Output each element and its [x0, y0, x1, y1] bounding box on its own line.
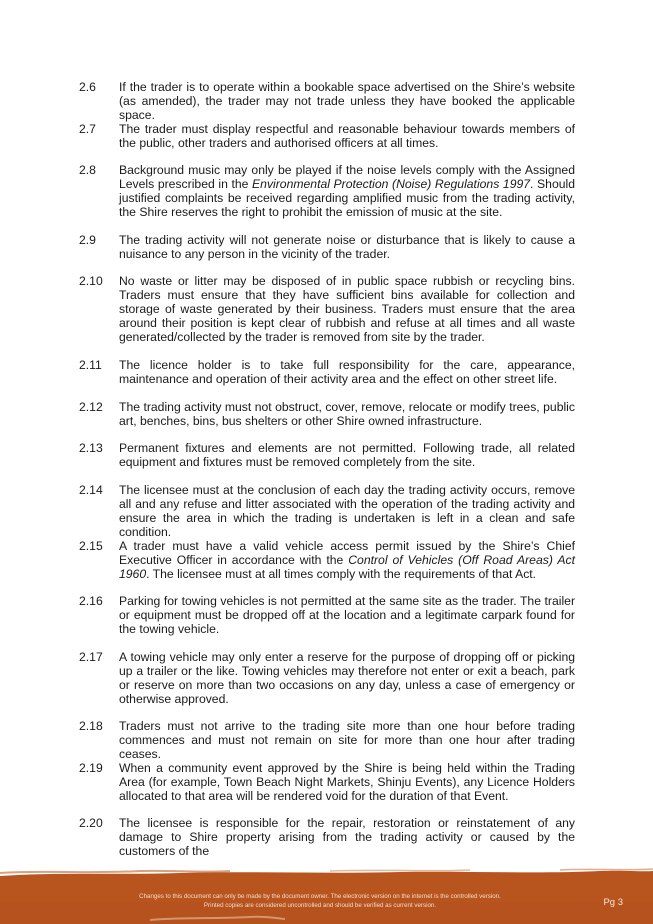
page-footer: [0, 862, 653, 924]
clause-text: Background music may only be played if the noise levels comply with the Assigned Levels prescribed in the Environmental Protection (Noise) Regulations 1997. Should justified complaints be received regarding amplified music from the trading activity, the Shire reserves the right to prohibit the emission of music at the site.: [119, 163, 575, 219]
clause-number: 2.20: [79, 816, 103, 830]
regulation-title: Environmental Protection (Noise) Regulations 1997: [252, 177, 531, 191]
clause-number: 2.6: [79, 80, 96, 94]
clause-text: The trading activity must not obstruct, cover, remove, relocate or modify trees, public art, benches, bins, bus shelters or other Shire owned infrastructure.: [119, 400, 575, 428]
footer-print-note: Printed copies are considered uncontrolled and should be verified as current version.: [203, 902, 437, 909]
clause-text: Permanent fixtures and elements are not permitted. Following trade, all related equipment and fixtures must be removed completely from the site.: [119, 441, 575, 469]
clause-number: 2.18: [79, 719, 103, 733]
clause-text: If the trader is to operate within a bookable space advertised on the Shire’s website (as amended), the trader may not trade unless they have booked the applicable space.: [119, 80, 575, 122]
clause-number: 2.7: [79, 122, 96, 136]
clause-text: When a community event approved by the Shire is being held within the Trading Area (for example, Town Beach Night Markets, Shinju Events), any Licence Holders allocated to that area will be rendered void for the duration of that Event.: [119, 761, 575, 803]
clause-text: Parking for towing vehicles is not permitted at the same site as the trader. The trailer or equipment must be dropped off at the location and a legitimate carpark found for the towing vehicle.: [119, 594, 575, 636]
page-number: Pg 3: [603, 897, 623, 908]
clause-number: 2.9: [79, 233, 96, 247]
clause-text: The licensee must at the conclusion of each day the trading activity occurs, remove all and any refuse and litter associated with the operation of the trading activity and ensure the area in which the trading is undertaken is left in a clean and safe condition.: [119, 483, 575, 539]
clause-text: The licence holder is to take full responsibility for the care, appearance, maintenance and operation of their activity area and the effect on other street life.: [119, 358, 575, 386]
clause-text: No waste or litter may be disposed of in public space rubbish or recycling bins. Traders must ensure that they have sufficient bins available for collection and storage of waste generated by their business. Traders must ensure that the area around their position is kept clear of rubbish and refuse at all times and all waste generated/collected by the trader is removed from site by the trader.: [119, 274, 575, 344]
clause-number: 2.19: [79, 761, 103, 775]
clause-number: 2.13: [79, 441, 103, 455]
clause-number: 2.11: [79, 358, 102, 372]
clause-number: 2.12: [79, 400, 103, 414]
clause-number: 2.17: [79, 650, 103, 664]
act-title: Control of Vehicles (Off Road Areas) Act 1960: [119, 553, 575, 581]
clause-text: A towing vehicle may only enter a reserve for the purpose of dropping off or picking up a trailer or the like. Towing vehicles may therefore not enter or exit a beach, park or reserve on more than two occasions on any day, unless a case of emergency or otherwise approved.: [119, 650, 575, 706]
footer-control-note: Changes to this document can only be made by the document owner. The electronic version on the internet is the controlled version.: [139, 893, 501, 900]
clause-number: 2.8: [79, 163, 96, 177]
clause-text: The trader must display respectful and reasonable behaviour towards members of the public, other traders and authorised officers at all times.: [119, 122, 575, 150]
clause-number: 2.14: [79, 483, 103, 497]
clause-number: 2.10: [79, 274, 103, 288]
clause-text: Traders must not arrive to the trading site more than one hour before trading commences and must not remain on site for more than one hour after trading ceases.: [119, 719, 575, 761]
clause-number: 2.16: [79, 594, 103, 608]
clause-text: The trading activity will not generate noise or disturbance that is likely to cause a nuisance to any person in the vicinity of the trader.: [119, 233, 575, 261]
clause-text: The licensee is responsible for the repair, restoration or reinstatement of any damage to Shire property arising from the trading activity or caused by the customers of the: [119, 816, 575, 858]
clause-number: 2.15: [79, 539, 103, 553]
clause-text: A trader must have a valid vehicle access permit issued by the Shire’s Chief Executive Officer in accordance with the Control of Vehicles (Off Road Areas) Act 1960. The licensee must at all times comply with the requirements of that Act.: [119, 539, 575, 581]
